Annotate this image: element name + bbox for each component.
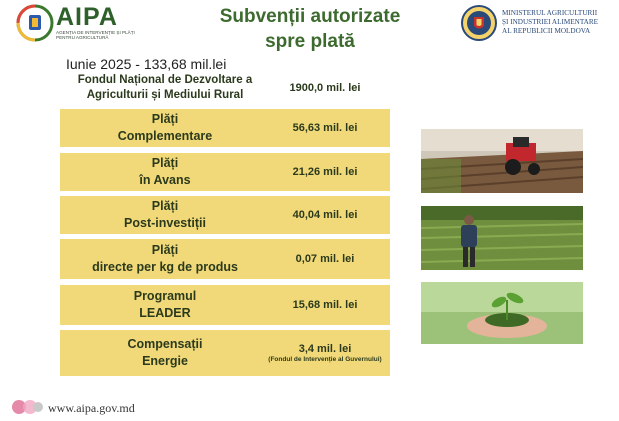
web-globe-icon: [10, 398, 44, 416]
ministry-line-3: AL REPUBLICII MOLDOVA: [502, 27, 591, 35]
subsidy-name-line-1: Programul: [133, 289, 197, 303]
subsidy-name-line-2: Post-investiții: [124, 216, 206, 230]
moldova-coat-of-arms-icon: [460, 4, 498, 42]
subsidy-amount-block: [260, 330, 390, 376]
fund-name-line-1: Fondul Național de Dezvoltare a: [77, 74, 253, 86]
aipa-logo: [16, 4, 134, 42]
subsidy-name-line-2: directe per kg de produs: [92, 260, 238, 274]
subsidy-row-direct-per-kg: [60, 239, 390, 279]
fund-name-line-2: Agriculturii și Mediului Rural: [86, 89, 244, 101]
subsidy-amount: 0,07 mil. lei: [295, 253, 355, 265]
ministry-name: [502, 9, 598, 36]
farmer-field-photo: [421, 206, 583, 270]
subsidy-name-line-1: Plăți: [151, 243, 179, 257]
ministry-line-1: MINISTERUL AGRICULTURII: [502, 9, 598, 17]
subsidy-amount: 56,63 mil. lei: [292, 122, 358, 134]
subsidy-row-advance: [60, 153, 390, 191]
seedling-hands-photo: [421, 282, 583, 344]
month-summary: Iunie 2025 - 133,68 mil.lei: [66, 56, 227, 72]
subsidy-row-energy-compensation: [60, 330, 390, 376]
aipa-emblem-icon: [16, 4, 54, 42]
title-line-2: spre plată: [265, 31, 355, 52]
subsidy-name-line-2: Complementare: [117, 129, 213, 143]
subsidy-name: [60, 153, 270, 191]
subsidy-name: [60, 285, 270, 325]
tractor-field-photo: [421, 129, 583, 193]
subsidy-amount: 3,4 mil. lei: [298, 342, 352, 355]
subsidy-row-post-investment: [60, 196, 390, 234]
subsidy-row-leader: [60, 285, 390, 325]
subsidy-amount: 15,68 mil. lei: [292, 299, 358, 311]
subsidy-name: [60, 330, 270, 376]
subsidy-name-line-1: Compensații: [127, 337, 203, 351]
subsidy-name-line-1: Plăți: [151, 199, 179, 213]
page-title: [190, 4, 430, 54]
ministry-line-2: ȘI INDUSTRIEI ALIMENTARE: [502, 18, 599, 26]
subsidy-funding-note: (Fondul de Intervenție al Guvernului): [268, 355, 382, 363]
fund-row: [60, 73, 390, 107]
subsidy-name-line-1: Plăți: [151, 156, 179, 170]
title-line-1: Subvenții autorizate: [219, 6, 401, 27]
subsidy-name-line-2: în Avans: [139, 173, 191, 187]
website-link[interactable]: www.aipa.gov.md: [48, 401, 135, 415]
subsidy-name-line-2: Energie: [142, 354, 188, 368]
subsidy-row-complementary: [60, 109, 390, 147]
subsidy-amount: 21,26 mil. lei: [292, 166, 358, 178]
ministry-logo: [460, 4, 610, 44]
subsidy-name-line-2: LEADER: [139, 306, 191, 320]
aipa-tagline: AGENȚIA DE INTERVENȚIE ȘI PLĂȚI PENTRU AGRICULTURĂ: [56, 30, 135, 40]
fund-name: [60, 73, 270, 103]
subsidy-name: [60, 196, 270, 234]
subsidy-name-line-1: Plăți: [151, 112, 179, 126]
aipa-brand: AIPA: [56, 3, 118, 31]
subsidy-name: [60, 109, 270, 147]
fund-amount: 1900,0 mil. lei: [289, 82, 361, 94]
subsidy-name: [60, 239, 270, 279]
subsidy-amount: 40,04 mil. lei: [292, 209, 358, 221]
